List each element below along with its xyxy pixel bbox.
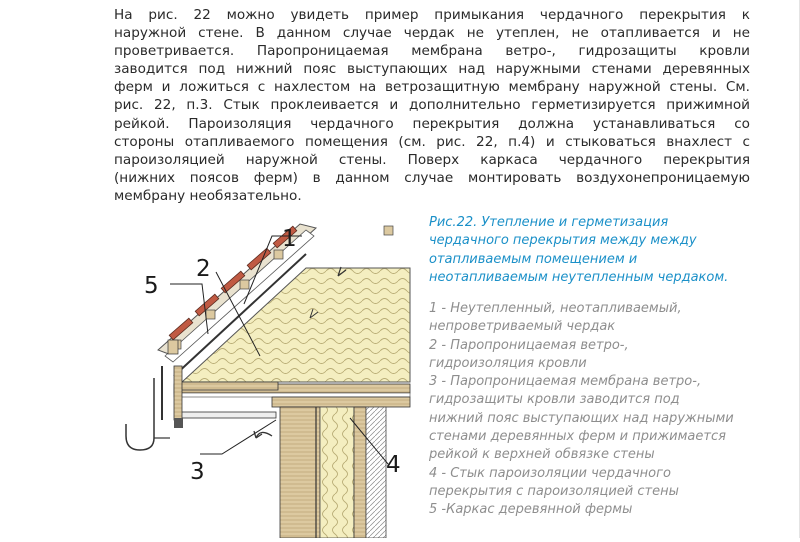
legend-line: перекрытия с пароизоляцией стены — [429, 483, 679, 499]
body-line: наружной стене. В данном случае чердак не утеплен, не отапливается и не — [114, 25, 750, 42]
callout-2: 2 — [196, 256, 211, 282]
legend-line: 5 -Каркас деревянной фермы — [429, 502, 633, 518]
caption-line: Рис.22. Утепление и герметизация — [429, 215, 669, 230]
callout-4: 4 — [386, 452, 401, 478]
gutter — [126, 366, 170, 450]
legend-line: рейкой к верхней обвязке стены — [429, 447, 655, 463]
callout-1: 1 — [282, 226, 297, 252]
caption-line: чердачного перекрытия между между — [429, 233, 697, 249]
body-paragraph — [114, 6, 750, 205]
body-line: (нижних поясов ферм) в данном случае монтировать воздухонепроницаемую — [114, 169, 750, 186]
body-line: проветривается. Паропроницаемая мембрана ветро-, гидрозащиты кровли — [114, 43, 750, 60]
callout-3: 3 — [190, 459, 205, 485]
roof-section-drawing — [110, 206, 420, 538]
body-line: рейкой. Пароизоляция чердачного перекрытия должна устанавливаться со — [114, 115, 750, 132]
body-line: пароизоляцией наружной стены. Поверх каркаса чердачного перекрытия — [114, 151, 750, 168]
wall-top-plate — [272, 397, 410, 407]
caption-line: отапливаемым помещением и — [429, 251, 638, 267]
caption-line: неотапливаемым неутепленным чердаком. — [429, 269, 729, 285]
legend-line: нижний пояс выступающих над наружными — [429, 410, 734, 426]
legend-line: гидрозащиты кровли заводится под — [429, 392, 680, 408]
body-line: На рис. 22 можно увидеть пример примыкания чердачного перекрытия к — [114, 7, 750, 23]
attic-insulation — [182, 268, 410, 382]
legend-line: гидроизоляция кровли — [429, 355, 587, 371]
exterior-wall — [280, 407, 386, 538]
legend-line: 3 - Паропроницаемая мембрана ветро-, — [429, 374, 702, 390]
figure-legend — [429, 300, 769, 520]
body-line: мембрану необязательно. — [114, 187, 302, 204]
body-line: рис. 22, п.3. Стык проклеивается и дополнительно герметизируется прижимной — [114, 97, 750, 114]
legend-line: стенами деревянных ферм и прижимается — [429, 429, 726, 445]
callout-5: 5 — [144, 273, 159, 299]
legend-line: 2 - Паропроницаемая ветро-, — [429, 337, 629, 353]
legend-line: 1 - Неутепленный, неотапливаемый, — [429, 301, 682, 316]
body-line: ферм и ложиться с нахлестом на ветрозащитную мембрану наружной стены. См. — [114, 79, 750, 96]
legend-line: непроветриваемый чердак — [429, 319, 616, 335]
ceiling-board — [174, 393, 410, 397]
legend-line: 4 - Стык пароизоляции чердачного — [429, 465, 671, 481]
body-line: стороны отапливаемого помещения (см. рис. 22, п.4) и стыковаться внахлест с — [114, 133, 750, 150]
body-line: заводится под нижний пояс выступающих над наружными стенами деревянных — [114, 61, 750, 78]
figure-caption — [429, 214, 759, 287]
roof-wall-junction-figure — [110, 206, 420, 538]
